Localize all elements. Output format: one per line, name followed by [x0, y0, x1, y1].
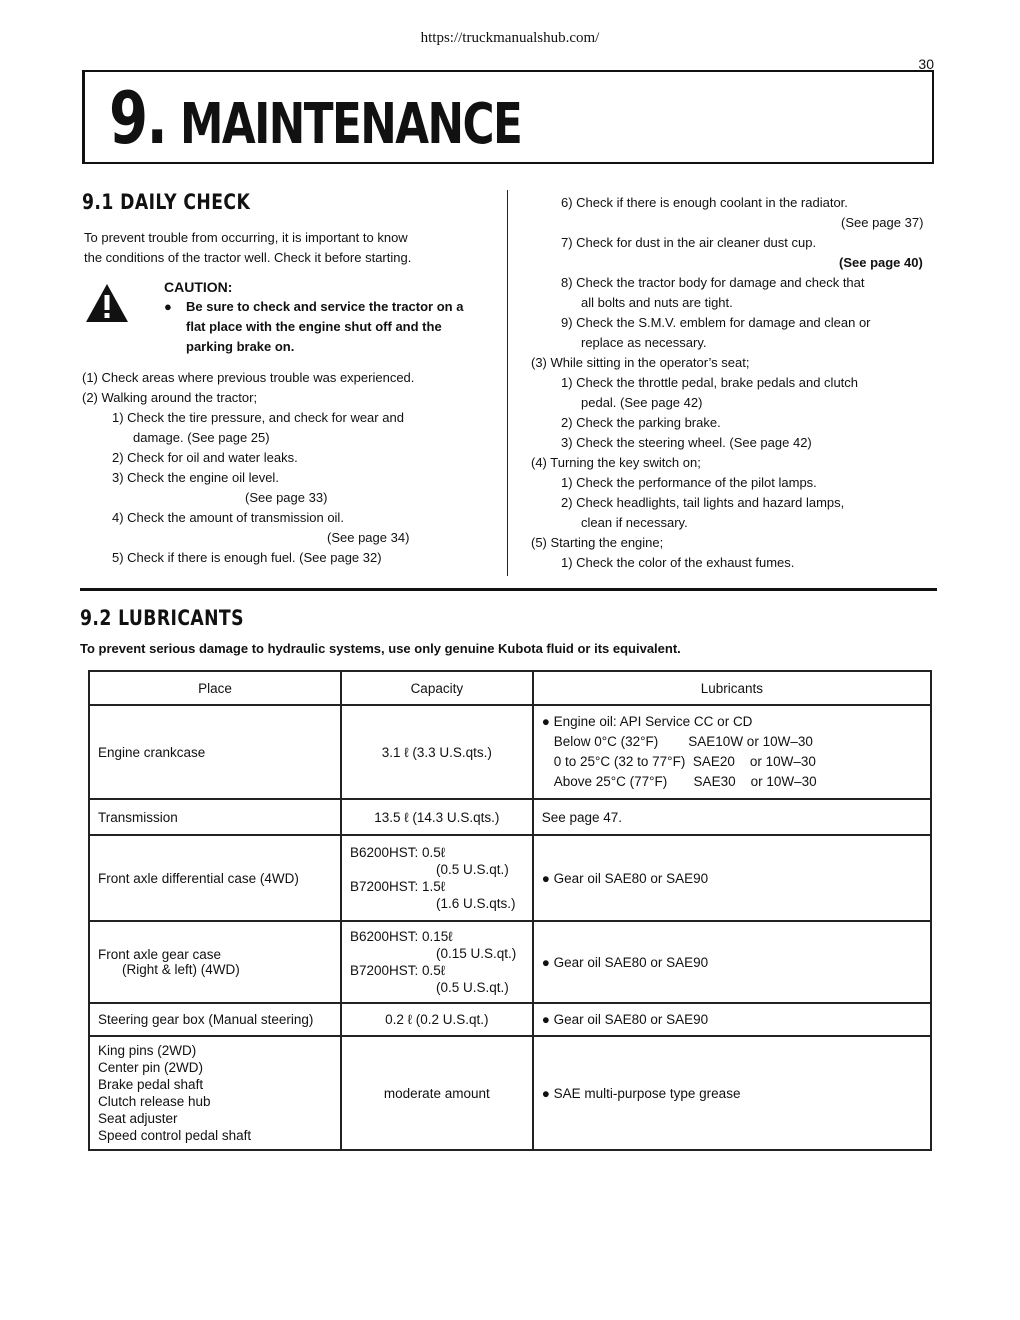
column-divider: [507, 190, 508, 576]
cell-capacity: [341, 799, 533, 835]
list-item: 5) Check if there is enough fuel. (See page 32): [112, 550, 382, 565]
cell-capacity: [341, 1003, 533, 1036]
table-header-row: [89, 671, 931, 705]
cell-lubricant: [533, 799, 931, 835]
list-item: 1) Check the performance of the pilot lamps.: [561, 475, 817, 490]
warning-triangle-icon: [84, 282, 130, 324]
list-item: (3) While sitting in the operator’s seat;: [531, 355, 750, 370]
table-row: [89, 921, 931, 1003]
list-item: 2) Check the parking brake.: [561, 415, 721, 430]
daily-check-list-left: [82, 368, 492, 578]
list-item: 9) Check the S.M.V. emblem for damage and clean or: [561, 315, 871, 330]
intro-line: the conditions of the tractor well. Check it before starting.: [84, 250, 412, 265]
capacity-text: moderate amount: [383, 1085, 490, 1101]
list-item: 3) Check the steering wheel. (See page 42): [561, 435, 812, 450]
bullet-icon: ●: [164, 299, 172, 314]
cell-capacity: [341, 835, 533, 921]
header-place: Place: [89, 671, 341, 705]
list-item: 1) Check the color of the exhaust fumes.: [561, 555, 795, 570]
header-capacity: Capacity: [341, 671, 533, 705]
list-item: damage. (See page 25): [133, 430, 270, 445]
capacity-text: (0.5 U.S.qt.): [435, 862, 509, 877]
place-text: Front axle gear case: [98, 947, 222, 962]
section-title-daily-check: 9.1 DAILY CHECK: [82, 190, 251, 214]
list-item: 1) Check the tire pressure, and check for wear and: [112, 410, 404, 425]
cell-place: [89, 1036, 341, 1150]
list-item: (See page 37): [841, 215, 924, 230]
list-item: 7) Check for dust in the air cleaner dust cup.: [561, 235, 817, 250]
capacity-text: B6200HST: 0.5ℓ: [349, 845, 446, 860]
cell-capacity: [341, 921, 533, 1003]
lubricant-text: See page 47.: [541, 809, 623, 825]
list-item: 2) Check for oil and water leaks.: [112, 450, 298, 465]
section-title-lubricants: 9.2 LUBRICANTS: [80, 606, 244, 630]
place-text: Speed control pedal shaft: [98, 1128, 252, 1143]
cell-place: [89, 1003, 341, 1036]
place-text: Seat adjuster: [98, 1111, 178, 1126]
list-item: clean if necessary.: [581, 515, 688, 530]
chapter-name: MAINTENANCE: [179, 92, 522, 157]
chapter-heading-box: [82, 70, 934, 164]
list-item: 8) Check the tractor body for damage and check that: [561, 275, 865, 290]
place-text: Center pin (2WD): [98, 1060, 204, 1075]
cell-lubricant: [533, 1036, 931, 1150]
cell-place: [89, 921, 341, 1003]
list-item: pedal. (See page 42): [581, 395, 703, 410]
cell-capacity: [341, 1036, 533, 1150]
list-item: (See page 34): [327, 530, 410, 545]
place-text: Engine crankcase: [98, 744, 206, 760]
list-item: (5) Starting the engine;: [531, 535, 664, 550]
table-row: [89, 1003, 931, 1036]
caution-label: CAUTION:: [164, 279, 233, 295]
place-text: Transmission: [98, 809, 178, 825]
page-number: 30: [918, 56, 934, 72]
list-item: (1) Check areas where previous trouble was experienced.: [82, 370, 415, 385]
place-text: Steering gear box (Manual steering): [98, 1012, 314, 1027]
capacity-text: B7200HST: 1.5ℓ: [349, 879, 446, 894]
table-row: [89, 835, 931, 921]
lubricant-text: 0 to 25°C (32 to 77°F) SAE20 or 10W–30: [553, 754, 816, 769]
cell-lubricant: [533, 835, 931, 921]
source-url: https://truckmanualshub.com/: [420, 30, 600, 46]
list-item: all bolts and nuts are tight.: [581, 295, 733, 310]
cell-lubricant: [533, 1003, 931, 1036]
list-item: 6) Check if there is enough coolant in the radiator.: [561, 195, 848, 210]
table-row: [89, 1036, 931, 1150]
list-item: (4) Turning the key switch on;: [531, 455, 701, 470]
cell-lubricant: [533, 921, 931, 1003]
caution-line: flat place with the engine shut off and the: [186, 319, 442, 334]
cell-place: [89, 705, 341, 799]
capacity-text: B7200HST: 0.5ℓ: [349, 963, 446, 978]
list-item: (See page 40): [839, 255, 923, 270]
list-item: (2) Walking around the tractor;: [82, 390, 258, 405]
caution-line: parking brake on.: [186, 339, 295, 354]
table-row: [89, 705, 931, 799]
caution-line: Be sure to check and service the tractor on a: [186, 299, 464, 314]
intro-line: To prevent trouble from occurring, it is important to know: [84, 230, 408, 245]
cell-place: [89, 799, 341, 835]
capacity-text: (0.5 U.S.qt.): [435, 980, 509, 995]
capacity-text: 13.5 ℓ (14.3 U.S.qts.): [374, 809, 500, 825]
lubricant-text: ● SAE multi-purpose type grease: [541, 1085, 741, 1101]
place-text: Clutch release hub: [98, 1094, 211, 1109]
lubricant-text: ● Gear oil SAE80 or SAE90: [541, 954, 709, 970]
capacity-text: B6200HST: 0.15ℓ: [349, 929, 453, 944]
daily-check-intro: [84, 228, 411, 268]
lubricant-text: ● Gear oil SAE80 or SAE90: [541, 1012, 709, 1027]
header-lubricants: Lubricants: [533, 671, 931, 705]
daily-check-list-right: [531, 193, 941, 578]
lubricants-intro: To prevent serious damage to hydraulic systems, use only genuine Kubota fluid or its equivalent.: [80, 641, 681, 656]
place-text: King pins (2WD): [98, 1043, 197, 1058]
list-item: 3) Check the engine oil level.: [112, 470, 279, 485]
section-divider: [80, 588, 937, 591]
cell-place: [89, 835, 341, 921]
chapter-number: 9.: [109, 76, 167, 160]
list-item: (See page 33): [245, 490, 328, 505]
cell-lubricant: [533, 705, 931, 799]
lubricants-table: [88, 670, 932, 1151]
place-text: Brake pedal shaft: [98, 1077, 204, 1092]
capacity-text: (1.6 U.S.qts.): [435, 896, 516, 911]
lubricant-text: Above 25°C (77°F) SAE30 or 10W–30: [553, 774, 817, 789]
lubricant-text: ● Engine oil: API Service CC or CD: [541, 714, 753, 729]
place-text: (Right & left) (4WD): [122, 962, 240, 977]
lubricant-text: ● Gear oil SAE80 or SAE90: [541, 870, 709, 886]
list-item: 2) Check headlights, tail lights and hazard lamps,: [561, 495, 845, 510]
list-item: 1) Check the throttle pedal, brake pedals and clutch: [561, 375, 859, 390]
chapter-title: [109, 76, 521, 160]
list-item: replace as necessary.: [581, 335, 707, 350]
place-text: Front axle differential case (4WD): [98, 870, 299, 886]
capacity-text: 0.2 ℓ (0.2 U.S.qt.): [385, 1012, 489, 1027]
lubricant-text: Below 0°C (32°F) SAE10W or 10W–30: [553, 734, 813, 749]
capacity-text: (0.15 U.S.qt.): [435, 946, 517, 961]
capacity-text: 3.1 ℓ (3.3 U.S.qts.): [381, 744, 492, 760]
list-item: 4) Check the amount of transmission oil.: [112, 510, 344, 525]
table-row: [89, 799, 931, 835]
cell-capacity: [341, 705, 533, 799]
